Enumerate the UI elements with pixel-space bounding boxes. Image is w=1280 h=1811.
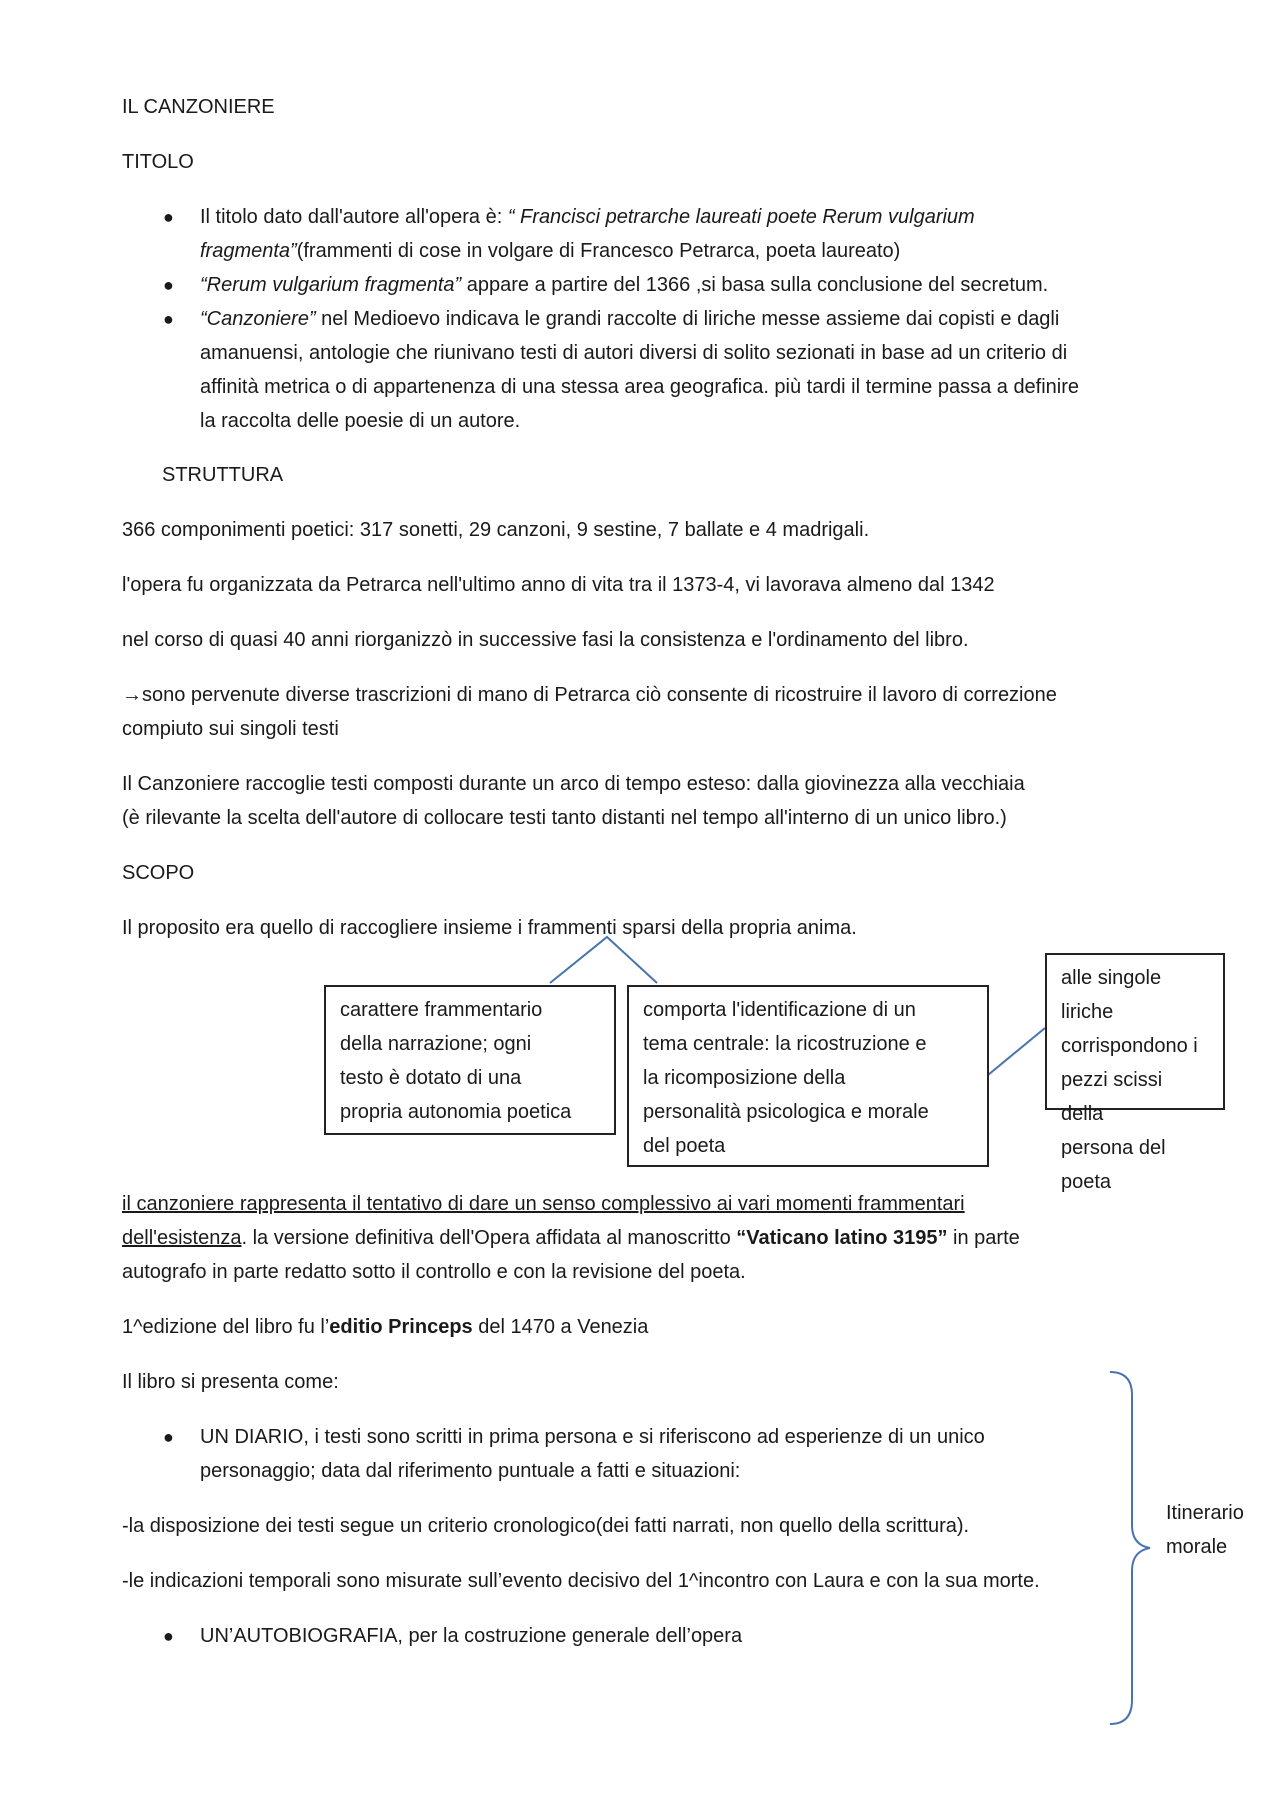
diario-line-1: UN DIARIO, i testi sono scritti in prima persona e si riferiscono ad esperienze di un unico (200, 1426, 985, 1448)
struttura-p4-line-2: compiuto sui singoli testi (122, 718, 339, 740)
section-heading-struttura: STRUTTURA (162, 464, 284, 486)
diario-line-2: personaggio; data dal riferimento puntuale a fatti e situazioni: (200, 1460, 741, 1482)
titolo-bullet-1-line-1: Il titolo dato dall'autore all'opera è: “ Francisci petrarche laureati poete Rerum vulgarium (200, 206, 975, 228)
scopo-p3: 1^edizione del libro fu l’editio Princeps del 1470 a Venezia (122, 1316, 649, 1338)
titolo-bullet-3-line-4: la raccolta delle poesie di un autore. (200, 410, 521, 432)
scopo-p2-line-2: dell'esistenza. la versione definitiva dell'Opera affidata al manoscritto “Vaticano latino 3195” in parte (122, 1227, 1020, 1249)
bullet-icon: ● (163, 309, 174, 329)
titolo-bullet-3-line-2: amanuensi, antologie che riunivano testi di autori diversi di solito sezionati in base ad un criterio di (200, 342, 1068, 364)
note-box-tema-centrale: comporta l'identificazione di un tema centrale: la ricostruzione e la ricomposizione della personalità psicologica e morale del poeta (627, 985, 989, 1167)
titolo-bullet-3-line-3: affinità metrica o di appartenenza di una stessa area geografica. più tardi il termine passa a definire (200, 376, 1080, 398)
struttura-p4-line-1: →sono pervenute diverse trascrizioni di mano di Petrarca ciò consente di ricostruire il lavoro di correzione (122, 684, 1057, 706)
scopo-p4: Il libro si presenta come: (122, 1371, 339, 1393)
section-heading-scopo: SCOPO (122, 862, 195, 884)
struttura-p3: nel corso di quasi 40 anni riorganizzò in successive fasi la consistenza e l'ordinamento del libro. (122, 629, 969, 651)
titolo-bullet-2: “Rerum vulgarium fragmenta” appare a partire del 1366 ,si basa sulla conclusione del secretum. (200, 274, 1049, 296)
scopo-p1: Il proposito era quello di raccogliere insieme i frammenti sparsi della propria anima. (122, 917, 857, 939)
struttura-p5-line-1: Il Canzoniere raccoglie testi composti durante un arco di tempo esteso: dalla giovinezza alla vecchiaia (122, 773, 1025, 795)
section-heading-titolo: TITOLO (122, 151, 194, 173)
scopo-p2-line-1: il canzoniere rappresenta il tentativo di dare un senso complessivo ai vari momenti frammentari (122, 1193, 965, 1215)
note-box-frammentario: carattere frammentario della narrazione; ogni testo è dotato di una propria autonomia poetica (324, 985, 616, 1135)
bullet-icon: ● (163, 275, 174, 295)
bullet-icon: ● (163, 1626, 174, 1646)
scopo-p2-line-3: autografo in parte redatto sotto il controllo e con la revisione del poeta. (122, 1261, 746, 1283)
struttura-p2: l'opera fu organizzata da Petrarca nell'ultimo anno di vita tra il 1373-4, vi lavorava almeno dal 1342 (122, 574, 995, 596)
scopo-p6: -le indicazioni temporali sono misurate sull’evento decisivo del 1^incontro con Laura e con la sua morte. (122, 1570, 1040, 1592)
note-box-singole-liriche: alle singole liriche corrispondono i pezzi scissi della persona del poeta (1045, 953, 1225, 1110)
autobiografia-item: UN’AUTOBIOGRAFIA, per la costruzione generale dell’opera (200, 1625, 743, 1647)
bullet-icon: ● (163, 1427, 174, 1447)
arrow-right-icon: → (122, 684, 142, 706)
brace-label-line-2: morale (1166, 1536, 1228, 1558)
struttura-p1: 366 componimenti poetici: 317 sonetti, 29 canzoni, 9 sestine, 7 ballate e 4 madrigali. (122, 519, 870, 541)
right-brace (1110, 1372, 1150, 1724)
brace-label-line-1: Itinerario (1166, 1502, 1244, 1524)
bullet-icon: ● (163, 207, 174, 227)
scopo-p5: -la disposizione dei testi segue un criterio cronologico(dei fatti narrati, non quello della scrittura). (122, 1515, 970, 1537)
titolo-bullet-1-line-2: fragmenta”(frammenti di cose in volgare di Francesco Petrarca, poeta laureato) (200, 240, 901, 262)
struttura-p5-line-2: (è rilevante la scelta dell'autore di collocare testi tanto distanti nel tempo all'interno di un unico libro.) (122, 807, 1007, 829)
titolo-bullet-3-line-1: “Canzoniere” nel Medioevo indicava le grandi raccolte di liriche messe assieme dai copisti e dagli (200, 308, 1060, 330)
document-title: IL CANZONIERE (122, 96, 275, 118)
